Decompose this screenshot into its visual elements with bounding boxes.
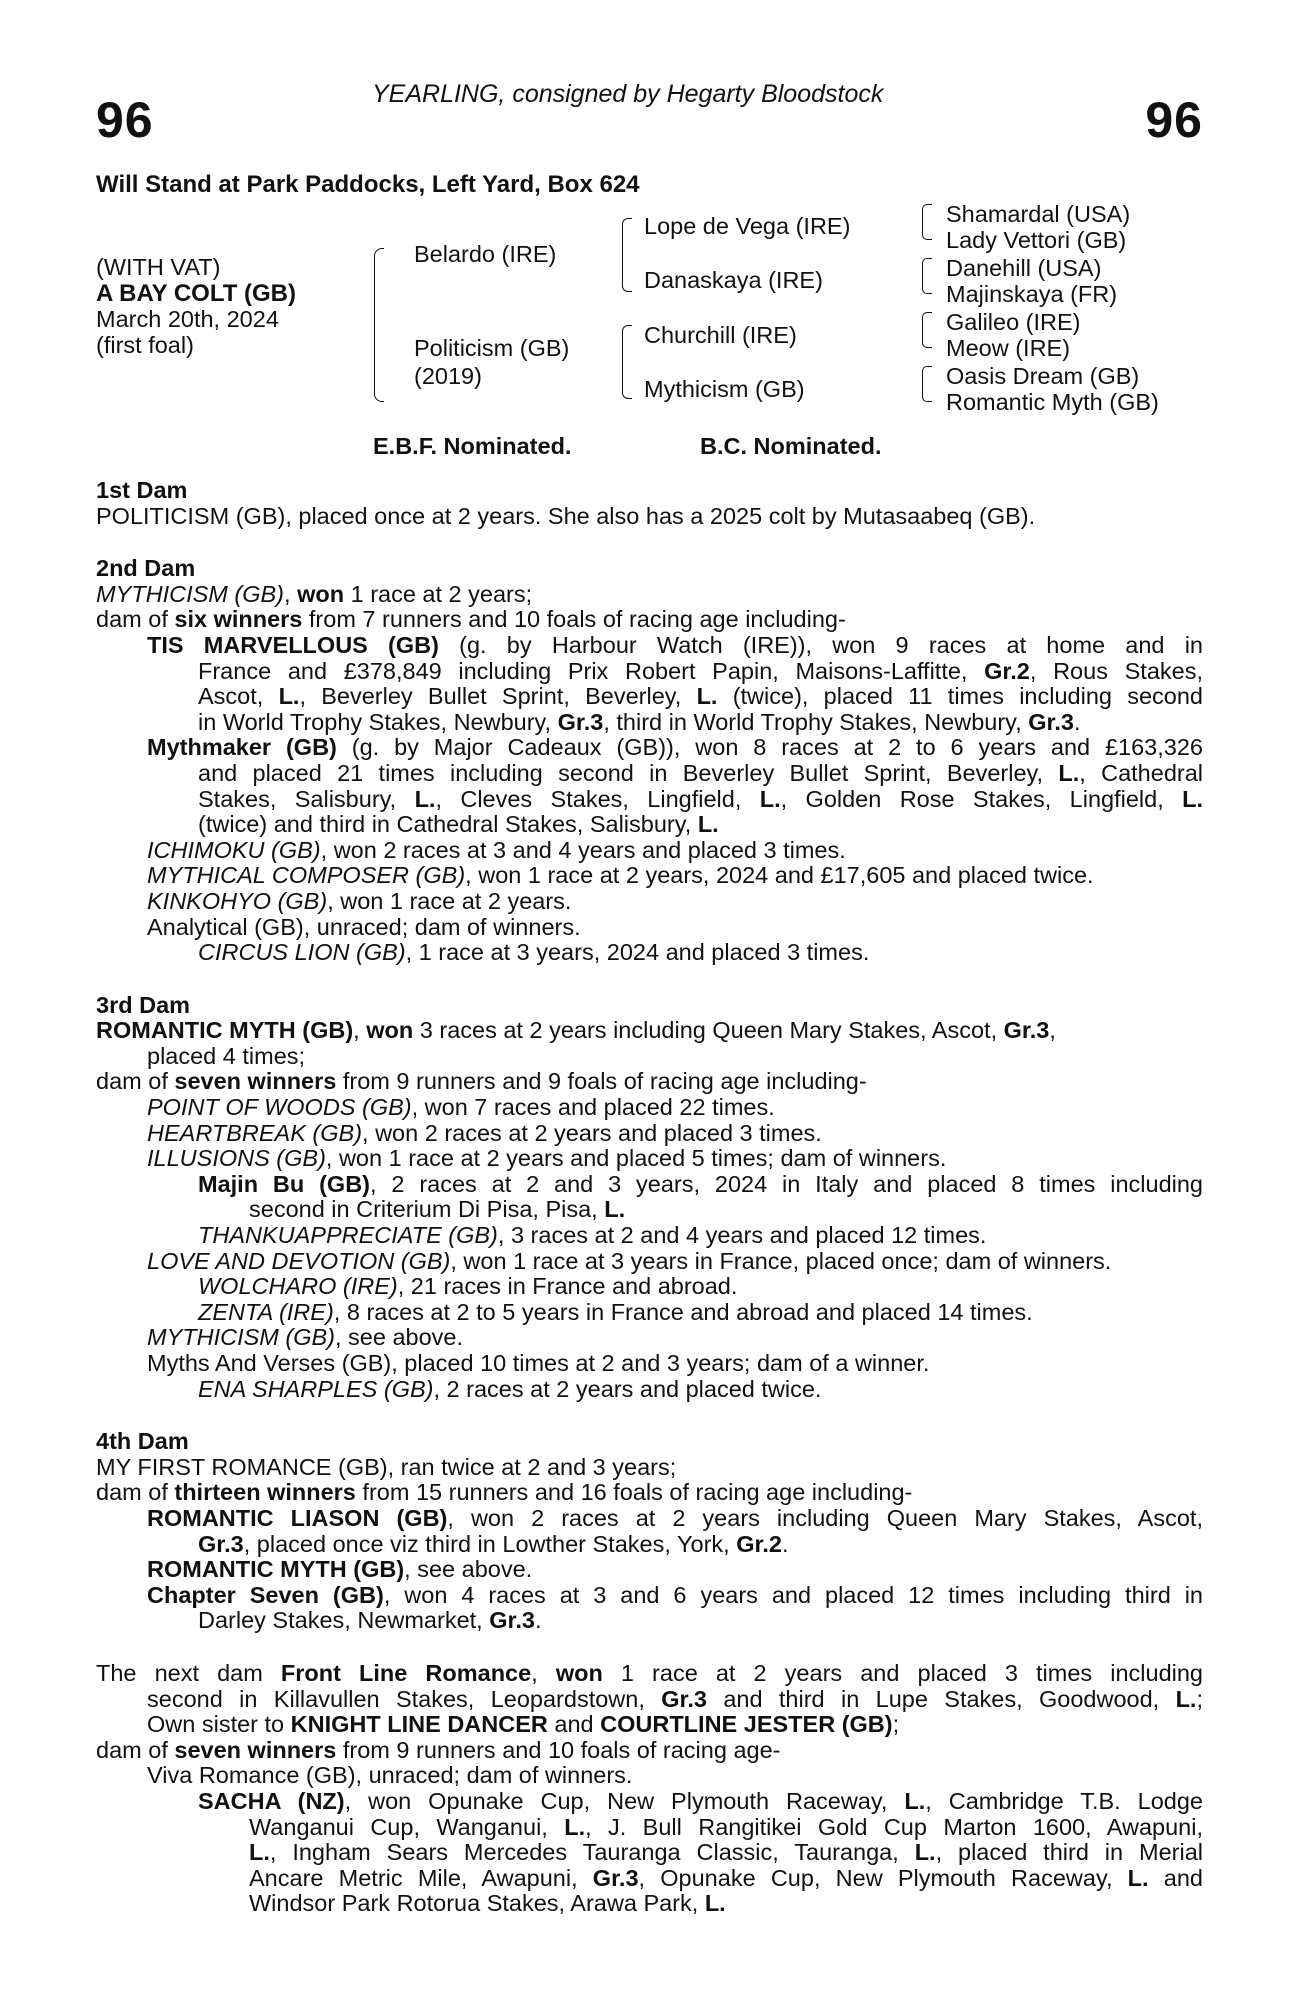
pedigree-brace-g1 <box>922 204 932 240</box>
pedigree-brace-gen1 <box>374 248 384 402</box>
next-dam-section <box>96 1661 1203 1917</box>
produce-entry-cont: Wanganui Cup, Wanganui, L., J. Bull Rangitikei Gold Cup Marton 1600, Awapuni, <box>249 1813 1203 1840</box>
produce-entry: Myths And Verses (GB), placed 10 times at 2 and 3 years; dam of a winner. <box>147 1350 930 1376</box>
produce-entry: MYTHICISM (GB), see above. <box>147 1324 464 1351</box>
pedigree-brace-sire <box>622 218 632 292</box>
produce-entry: KINKOHYO (GB), won 1 race at 2 years. <box>147 887 572 914</box>
dam-lines <box>96 478 1203 1917</box>
produce-entry: ILLUSIONS (GB), won 1 race at 2 years and placed 5 times; dam of winners. <box>147 1145 947 1172</box>
dam-sire: Churchill (IRE) <box>644 322 797 348</box>
produce-entry: ROMANTIC LIASON (GB), won 2 races at 2 years including Queen Mary Stakes, Ascot, <box>147 1504 1203 1531</box>
section-heading: 1st Dam <box>96 477 188 503</box>
produce-entry-cont: Ancare Metric Mile, Awapuni, Gr.3, Opunake Cup, New Plymouth Raceway, L. and <box>249 1864 1203 1891</box>
dam-year: (2019) <box>414 363 482 389</box>
second-dam-section <box>96 556 1203 966</box>
ancestor-5: Galileo (IRE) <box>946 309 1081 335</box>
next-dam-line-cont: second in Killavullen Stakes, Leopardstown, Gr.3 and third in Lupe Stakes, Goodwood, L.; <box>147 1685 1203 1712</box>
produce-entry: Analytical (GB), unraced; dam of winners. <box>147 913 581 940</box>
produce-entry-cont: and placed 21 times including second in Beverley Bullet Sprint, Beverley, L., Cathedral <box>198 759 1204 786</box>
ancestor-7: Oasis Dream (GB) <box>946 363 1140 389</box>
produce-entry-cont: (twice) and third in Cathedral Stakes, Salisbury, L. <box>198 811 719 838</box>
produce-entry: TIS MARVELLOUS (GB) (g. by Harbour Watch (IRE)), won 9 races at home and in <box>147 631 1203 658</box>
produce-entry-cont: Ascot, L., Beverley Bullet Sprint, Beverley, L. (twice), placed 11 times including second <box>198 683 1203 710</box>
pedigree-brace-dam <box>622 325 632 399</box>
dam: Politicism (GB) <box>414 335 570 361</box>
produce-entry-cont: second in Criterium Di Pisa, Pisa, L. <box>249 1196 626 1223</box>
produce-entry: Mythmaker (GB) (g. by Major Cadeaux (GB)), won 8 races at 2 to 6 years and £163,326 <box>147 734 1203 761</box>
produce-entry: ENA SHARPLES (GB), 2 races at 2 years and placed twice. <box>198 1375 822 1402</box>
first-dam-section <box>96 478 1203 529</box>
produce-entry-cont: Darley Stakes, Newmarket, Gr.3. <box>198 1607 542 1634</box>
ancestor-4: Majinskaya (FR) <box>946 281 1118 307</box>
vat-note: (WITH VAT) <box>96 254 221 280</box>
sire-sire: Lope de Vega (IRE) <box>644 213 851 239</box>
fourth-dam-produce-line: dam of thirteen winners from 15 runners and 16 foals of racing age including- <box>96 1479 913 1506</box>
produce-entry: Majin Bu (GB), 2 races at 2 and 3 years, 2024 in Italy and placed 8 times including <box>198 1170 1204 1197</box>
produce-entry: POINT OF WOODS (GB), won 7 races and placed 22 times. <box>147 1094 775 1121</box>
lot-number-left: 96 <box>96 92 154 148</box>
bc-nominated: B.C. Nominated. <box>700 433 882 459</box>
section-heading: 4th Dam <box>96 1428 189 1455</box>
third-dam-produce-line: dam of seven winners from 9 runners and 9 foals of racing age including- <box>96 1068 867 1095</box>
second-dam-produce-line: dam of six winners from 7 runners and 10 foals of racing age including- <box>96 606 846 633</box>
produce-entry: THANKUAPPRECIATE (GB), 3 races at 2 and 4 years and placed 12 times. <box>198 1222 987 1249</box>
ancestor-3: Danehill (USA) <box>946 255 1102 281</box>
sire: Belardo (IRE) <box>414 241 557 267</box>
foaling-date: March 20th, 2024 <box>96 306 279 332</box>
fourth-dam-section <box>96 1429 1203 1634</box>
second-dam-line: MYTHICISM (GB), won 1 race at 2 years; <box>96 580 533 607</box>
pedigree-brace-g2 <box>922 258 932 294</box>
lot-number-right: 96 <box>1145 92 1203 148</box>
ancestor-2: Lady Vettori (GB) <box>946 227 1127 253</box>
pedigree-brace-g3 <box>922 312 932 348</box>
sale-line: YEARLING, consigned by Hegarty Bloodstock <box>372 80 884 108</box>
produce-entry-cont: Windsor Park Rotorua Stakes, Arawa Park, L. <box>249 1890 726 1917</box>
ancestor-1: Shamardal (USA) <box>946 201 1131 227</box>
sire-dam: Danaskaya (IRE) <box>644 267 823 293</box>
dam-dam: Mythicism (GB) <box>644 376 805 402</box>
produce-entry: ICHIMOKU (GB), won 2 races at 3 and 4 years and placed 3 times. <box>147 836 846 863</box>
first-dam-text: POLITICISM (GB), placed once at 2 years. She also has a 2025 colt by Mutasaabeq (GB). <box>96 502 1036 529</box>
stabling-location: Will Stand at Park Paddocks, Left Yard, Box 624 <box>96 171 640 198</box>
produce-entry-cont: Stakes, Salisbury, L., Cleves Stakes, Lingfield, L., Golden Rose Stakes, Lingfield, L. <box>198 785 1203 812</box>
third-dam-section <box>96 993 1203 1403</box>
produce-entry: LOVE AND DEVOTION (GB), won 1 race at 3 years in France, placed once; dam of winners. <box>147 1247 1112 1274</box>
horse-name: A BAY COLT (GB) <box>96 280 297 307</box>
produce-entry-cont: France and £378,849 including Prix Robert Papin, Maisons-Laffitte, Gr.2, Rous Stakes, <box>198 657 1203 684</box>
ancestor-6: Meow (IRE) <box>946 335 1071 361</box>
fourth-dam-line: MY FIRST ROMANCE (GB), ran twice at 2 and 3 years; <box>96 1453 677 1480</box>
produce-entry: SACHA (NZ), won Opunake Cup, New Plymouth Raceway, L., Cambridge T.B. Lodge <box>198 1787 1204 1814</box>
pedigree-brace-g4 <box>922 366 932 402</box>
section-heading: 2nd Dam <box>96 555 196 582</box>
produce-entry: WOLCHARO (IRE), 21 races in France and abroad. <box>198 1273 738 1300</box>
next-dam-line: The next dam Front Line Romance, won 1 race at 2 years and placed 3 times including <box>96 1659 1204 1686</box>
ancestor-8: Romantic Myth (GB) <box>946 389 1159 415</box>
next-dam-produce-line: dam of seven winners from 9 runners and 10 foals of racing age- <box>96 1736 781 1763</box>
produce-entry-cont: Gr.3, placed once viz third in Lowther Stakes, York, Gr.2. <box>198 1530 789 1557</box>
produce-entry: Viva Romance (GB), unraced; dam of winners. <box>147 1762 633 1789</box>
produce-entry: ZENTA (IRE), 8 races at 2 to 5 years in France and abroad and placed 14 times. <box>198 1298 1033 1325</box>
next-dam-line-cont: Own sister to KNIGHT LINE DANCER and COURTLINE JESTER (GB); <box>147 1711 900 1738</box>
ebf-nominated: E.B.F. Nominated. <box>373 433 572 459</box>
produce-entry-cont: in World Trophy Stakes, Newbury, Gr.3, third in World Trophy Stakes, Newbury, Gr.3. <box>198 708 1081 735</box>
produce-entry: CIRCUS LION (GB), 1 race at 3 years, 2024 and placed 3 times. <box>198 939 870 966</box>
produce-entry: Chapter Seven (GB), won 4 races at 3 and 6 years and placed 12 times including third in <box>147 1581 1203 1608</box>
third-dam-line-cont: placed 4 times; <box>147 1042 306 1069</box>
section-heading: 3rd Dam <box>96 991 191 1018</box>
produce-entry: ROMANTIC MYTH (GB), see above. <box>147 1556 533 1583</box>
produce-entry: MYTHICAL COMPOSER (GB), won 1 race at 2 years, 2024 and £17,605 and placed twice. <box>147 862 1094 889</box>
produce-entry: HEARTBREAK (GB), won 2 races at 2 years and placed 3 times. <box>147 1119 822 1146</box>
third-dam-line: ROMANTIC MYTH (GB), won 3 races at 2 years including Queen Mary Stakes, Ascot, Gr.3, <box>96 1017 1056 1044</box>
first-foal-note: (first foal) <box>96 332 194 358</box>
produce-entry-cont: L., Ingham Sears Mercedes Tauranga Classic, Tauranga, L., placed third in Merial <box>249 1839 1203 1866</box>
